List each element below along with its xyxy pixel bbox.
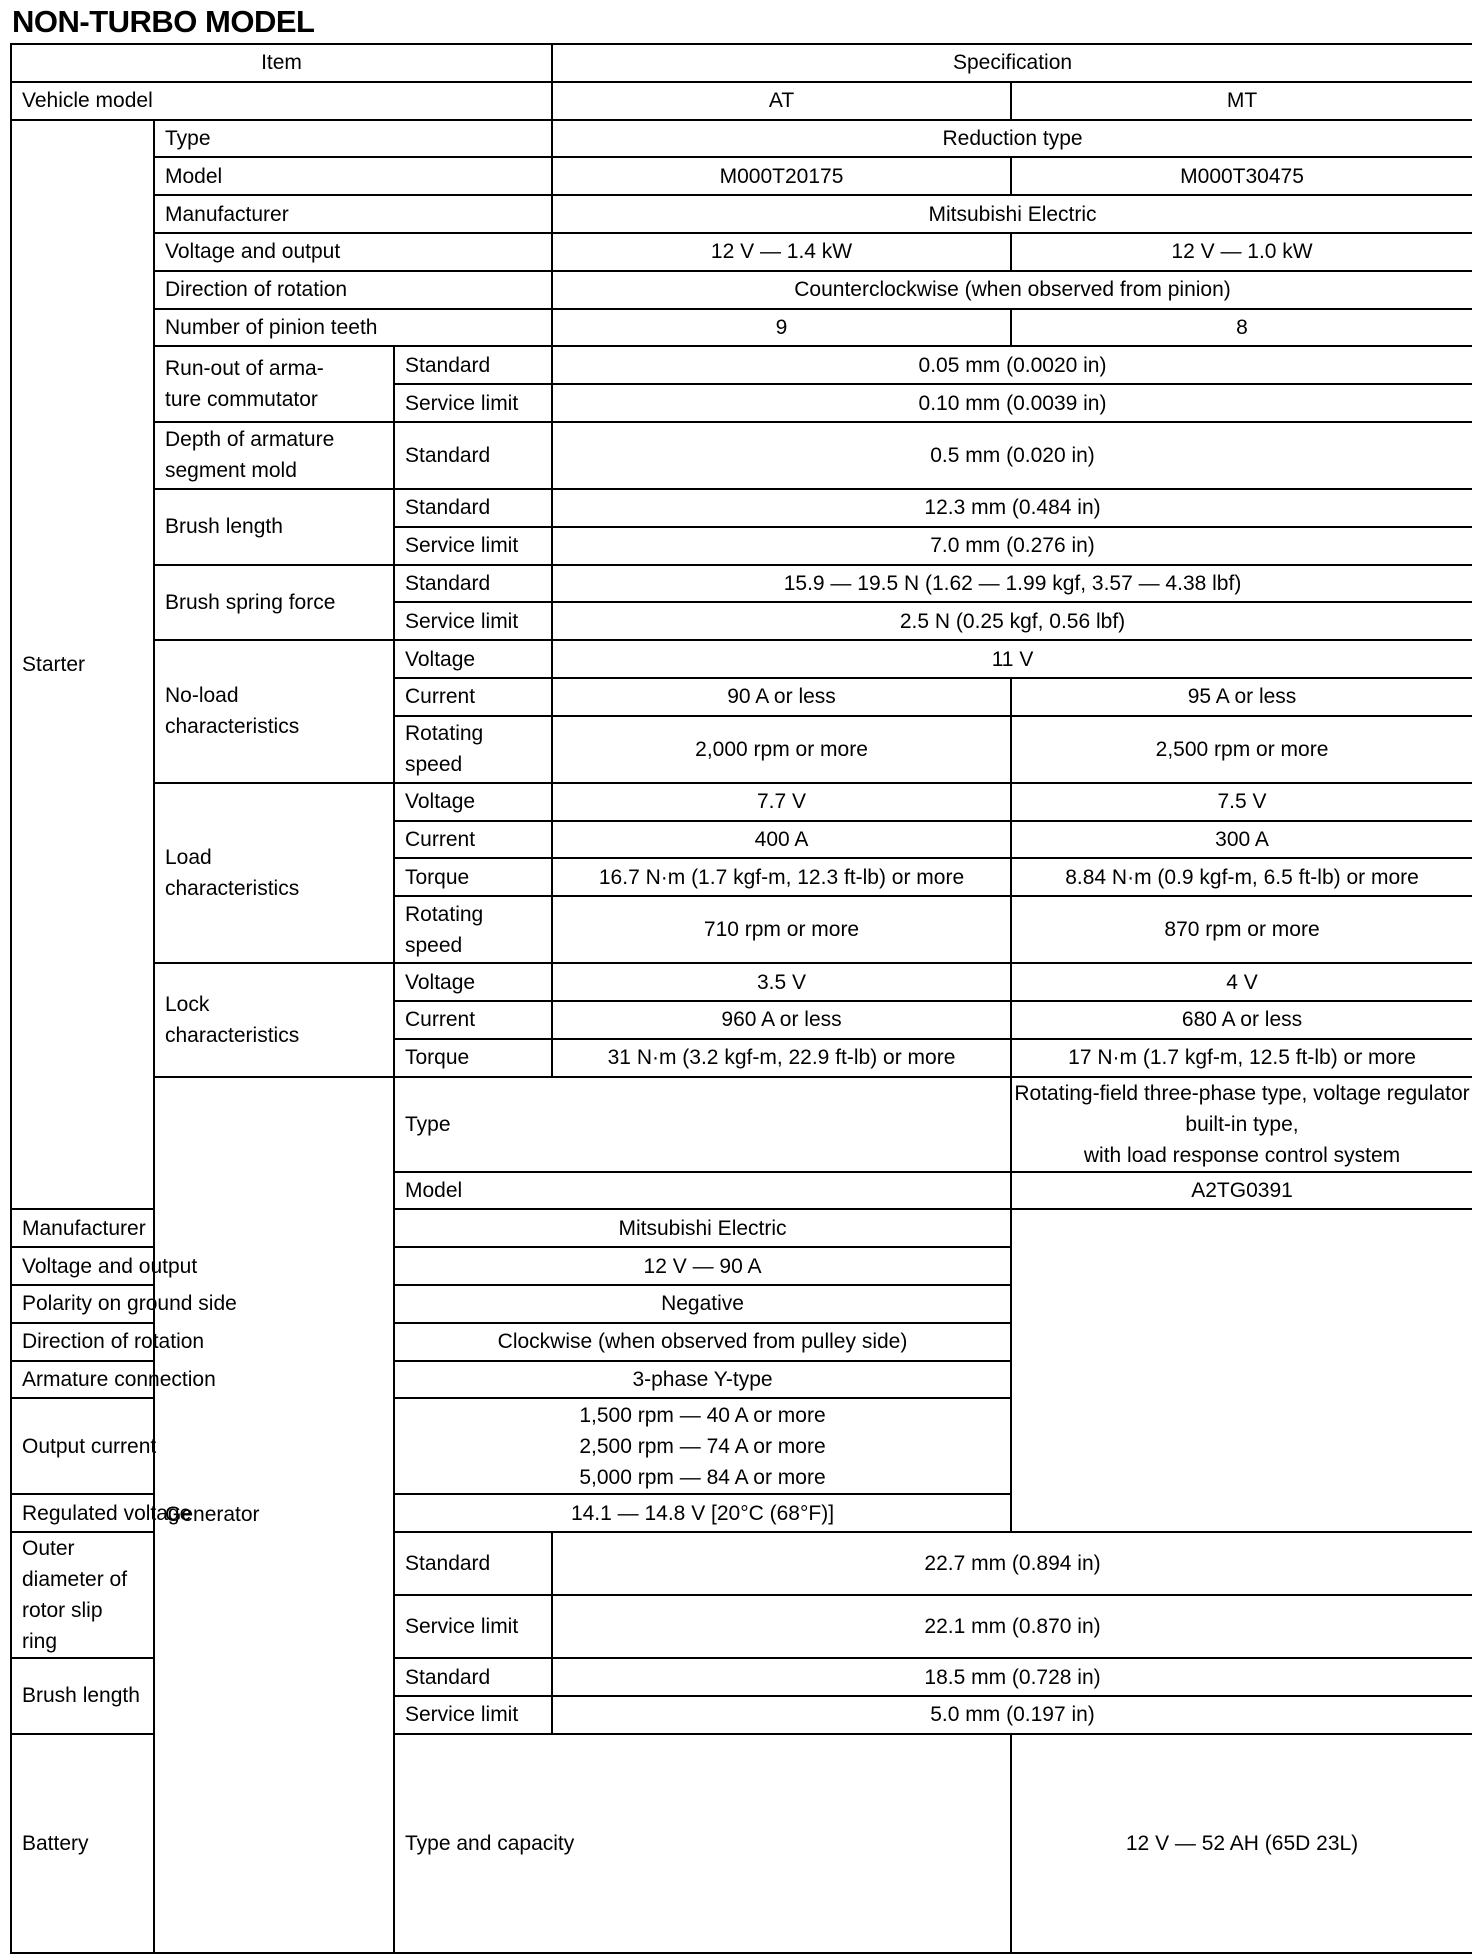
table-cell: 4 V	[1011, 963, 1472, 1001]
table-cell: Current	[394, 678, 552, 716]
table-cell: Polarity on ground side	[11, 1285, 394, 1323]
table-cell: Battery	[11, 1734, 154, 1953]
table-cell: 22.1 mm (0.870 in)	[552, 1595, 1472, 1658]
table-cell: M000T20175	[552, 157, 1011, 195]
table-cell: Counterclockwise (when observed from pinion)	[552, 271, 1472, 309]
table-cell: Manufacturer	[154, 195, 552, 233]
table-cell: Model	[394, 1172, 1011, 1210]
table-cell: 400 A	[552, 821, 1011, 859]
table-cell: Brush length	[154, 489, 394, 565]
table-cell: 710 rpm or more	[552, 896, 1011, 963]
table-cell: 14.1 — 14.8 V [20°C (68°F)]	[394, 1494, 1011, 1532]
table-cell: Lock characteristics	[154, 963, 394, 1076]
table-cell: Service limit	[394, 1696, 552, 1734]
table-cell: Standard	[394, 422, 552, 489]
table-cell: A2TG0391	[1011, 1172, 1472, 1210]
table-cell: 8	[1011, 309, 1472, 347]
table-row	[11, 640, 1472, 678]
table-cell: Direction of rotation	[11, 1323, 394, 1361]
table-cell: 22.7 mm (0.894 in)	[552, 1532, 1472, 1595]
table-cell: Current	[394, 821, 552, 859]
table-cell: 960 A or less	[552, 1001, 1011, 1039]
table-cell: Starter	[11, 120, 154, 1210]
table-cell: 12 V — 1.4 kW	[552, 233, 1011, 271]
table-cell: M000T30475	[1011, 157, 1472, 195]
table-cell: 11 V	[552, 640, 1472, 678]
table-cell: Number of pinion teeth	[154, 309, 552, 347]
table-cell: 0.05 mm (0.0020 in)	[552, 346, 1472, 384]
table-cell: Standard	[394, 1532, 552, 1595]
table-row	[11, 783, 1472, 821]
table-cell: Run-out of arma- ture commutator	[154, 346, 394, 422]
table-cell: Standard	[394, 489, 552, 527]
table-row	[11, 120, 1472, 158]
table-cell: 90 A or less	[552, 678, 1011, 716]
table-cell: MT	[1011, 82, 1472, 120]
table-cell: Service limit	[394, 602, 552, 640]
table-cell: 5.0 mm (0.197 in)	[552, 1696, 1472, 1734]
table-cell: Brush length	[11, 1658, 154, 1734]
table-cell: 3-phase Y-type	[394, 1361, 1011, 1399]
table-cell: Standard	[394, 346, 552, 384]
table-cell: Depth of armature segment mold	[154, 422, 394, 489]
table-cell: Torque	[394, 858, 552, 896]
table-cell: Load characteristics	[154, 783, 394, 963]
table-cell: Generator	[154, 1077, 394, 1953]
table-cell: 3.5 V	[552, 963, 1011, 1001]
table-cell: 300 A	[1011, 821, 1472, 859]
table-cell: Rotating-field three-phase type, voltage regulator built-in type, with load response control system	[1011, 1077, 1472, 1172]
table-row	[11, 489, 1472, 527]
table-cell: 1,500 rpm — 40 A or more 2,500 rpm — 74 A or more 5,000 rpm — 84 A or more	[394, 1398, 1011, 1494]
table-row	[11, 1398, 1472, 1494]
table-cell: Service limit	[394, 384, 552, 422]
table-row	[11, 233, 1472, 271]
table-cell: Type and capacity	[394, 1734, 1011, 1953]
table-cell: Regulated voltage	[11, 1494, 394, 1532]
table-cell: Voltage and output	[154, 233, 552, 271]
table-cell: Negative	[394, 1285, 1011, 1323]
table-cell: 870 rpm or more	[1011, 896, 1472, 963]
table-cell: Type	[154, 120, 552, 158]
table-cell: 95 A or less	[1011, 678, 1472, 716]
table-cell: Model	[154, 157, 552, 195]
table-cell: Standard	[394, 1658, 552, 1696]
page-title: NON-TURBO MODEL	[12, 4, 315, 39]
table-row	[11, 157, 1472, 195]
table-row	[11, 195, 1472, 233]
table-cell: 15.9 — 19.5 N (1.62 — 1.99 kgf, 3.57 — 4.38 lbf)	[552, 565, 1472, 603]
table-cell: 12 V — 52 AH (65D 23L)	[1011, 1734, 1472, 1953]
table-cell: 2,000 rpm or more	[552, 716, 1011, 783]
table-row	[11, 565, 1472, 603]
table-cell: Voltage	[394, 640, 552, 678]
table-cell: 680 A or less	[1011, 1001, 1472, 1039]
table-cell: Output current	[11, 1398, 394, 1494]
table-row	[11, 346, 1472, 384]
table-cell: Type	[394, 1077, 1011, 1172]
column-header: Specification	[552, 44, 1472, 82]
table-cell: No-load characteristics	[154, 640, 394, 783]
table-cell: Mitsubishi Electric	[552, 195, 1472, 233]
table-cell: Standard	[394, 565, 552, 603]
table-row	[11, 1209, 1472, 1247]
table-cell: 7.5 V	[1011, 783, 1472, 821]
table-cell: Mitsubishi Electric	[394, 1209, 1011, 1247]
table-cell: Clockwise (when observed from pulley side)	[394, 1323, 1011, 1361]
table-cell: 2.5 N (0.25 kgf, 0.56 lbf)	[552, 602, 1472, 640]
table-cell: 7.7 V	[552, 783, 1011, 821]
table-cell: Outer diameter of rotor slip ring	[11, 1532, 154, 1658]
table-cell: 0.5 mm (0.020 in)	[552, 422, 1472, 489]
table-cell: Service limit	[394, 1595, 552, 1658]
table-cell: AT	[552, 82, 1011, 120]
table-cell: Voltage	[394, 963, 552, 1001]
table-cell: 16.7 N·m (1.7 kgf-m, 12.3 ft-lb) or more	[552, 858, 1011, 896]
table-row	[11, 309, 1472, 347]
table-row	[11, 422, 1472, 489]
table-cell: Direction of rotation	[154, 271, 552, 309]
table-row	[11, 1323, 1472, 1361]
table-cell: 12 V — 90 A	[394, 1247, 1011, 1285]
table-row	[11, 1077, 1472, 1172]
table-cell: Manufacturer	[11, 1209, 394, 1247]
table-cell: 31 N·m (3.2 kgf-m, 22.9 ft-lb) or more	[552, 1039, 1011, 1077]
table-cell: 8.84 N·m (0.9 kgf-m, 6.5 ft-lb) or more	[1011, 858, 1472, 896]
table-cell: 18.5 mm (0.728 in)	[552, 1658, 1472, 1696]
table-cell: Rotating speed	[394, 896, 552, 963]
table-cell: 2,500 rpm or more	[1011, 716, 1472, 783]
table-row	[11, 82, 1472, 120]
table-cell: Torque	[394, 1039, 552, 1077]
table-cell: Voltage	[394, 783, 552, 821]
column-header: Item	[11, 44, 552, 82]
table-cell: Reduction type	[552, 120, 1472, 158]
specification-table	[10, 43, 1472, 1954]
table-cell: 9	[552, 309, 1011, 347]
table-row	[11, 1361, 1472, 1399]
table-cell: 17 N·m (1.7 kgf-m, 12.5 ft-lb) or more	[1011, 1039, 1472, 1077]
table-cell: 7.0 mm (0.276 in)	[552, 527, 1472, 565]
table-cell: Vehicle model	[11, 82, 552, 120]
table-cell: Voltage and output	[11, 1247, 394, 1285]
table-row	[11, 963, 1472, 1001]
table-row	[11, 1247, 1472, 1285]
table-cell: Brush spring force	[154, 565, 394, 641]
table-cell: Service limit	[394, 527, 552, 565]
table-cell: 0.10 mm (0.0039 in)	[552, 384, 1472, 422]
table-row	[11, 1285, 1472, 1323]
table-cell: 12.3 mm (0.484 in)	[552, 489, 1472, 527]
table-row	[11, 271, 1472, 309]
table-cell: 12 V — 1.0 kW	[1011, 233, 1472, 271]
table-cell: Current	[394, 1001, 552, 1039]
header-row	[11, 44, 1472, 82]
table-cell: Rotating speed	[394, 716, 552, 783]
table-cell: Armature connection	[11, 1361, 394, 1399]
